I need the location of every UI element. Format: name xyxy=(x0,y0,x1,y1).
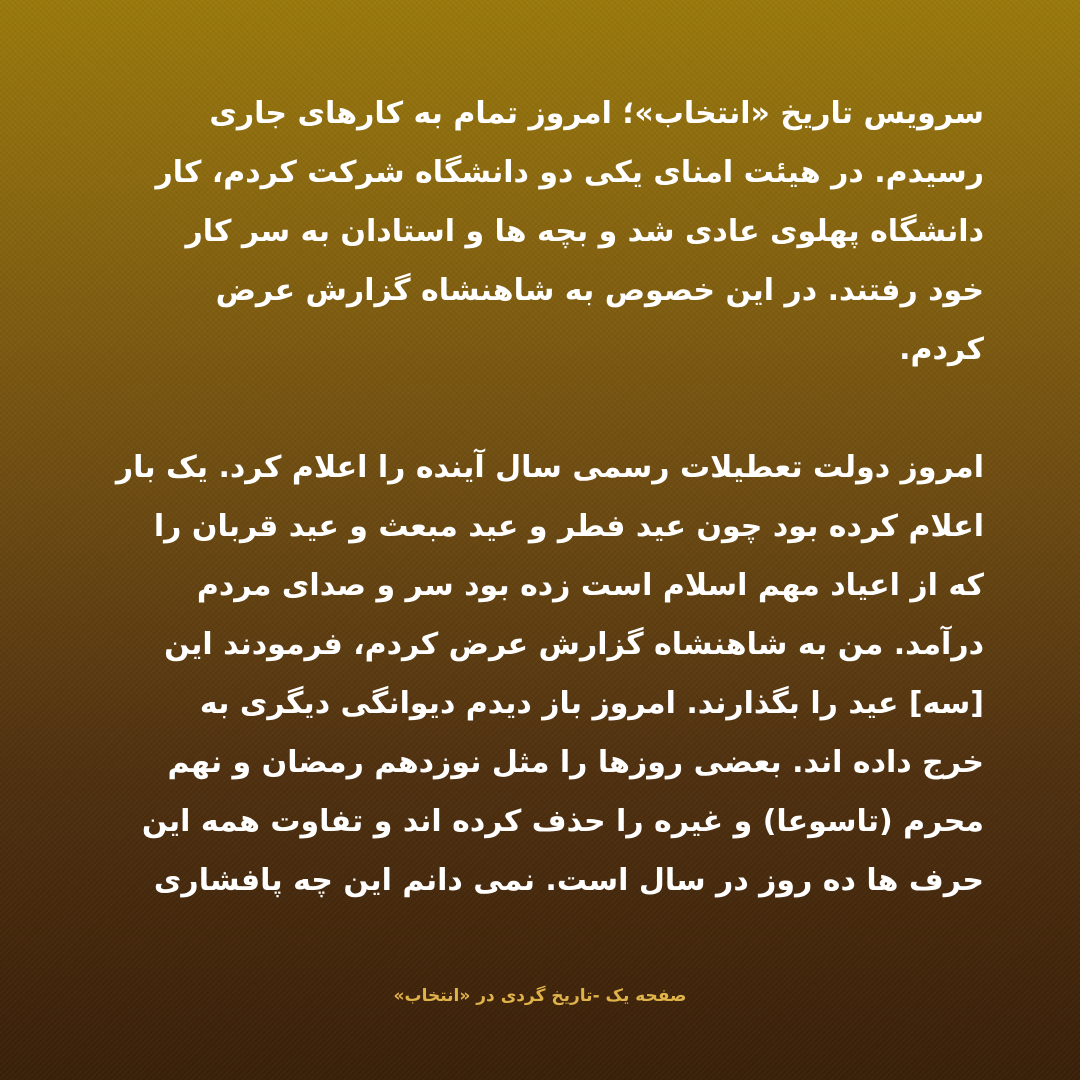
paragraph-1: سرویس تاریخ «انتخاب»؛ امروز تمام به کارهای جاری رسیدم. در هیئت امنای یکی دو دانشگاه شرکت کردم، کار دانشگاه پهلوی عادی شد و بچه ها و استادان به سر کار خود رفتند. در این خصوص به شاهنشاه گزارش عرض کردم. xyxy=(155,96,984,367)
paragraph-gap xyxy=(96,379,984,438)
footer-caption: صفحه یک -تاریخ گردی در «انتخاب» xyxy=(393,986,687,1006)
article-body xyxy=(96,84,984,910)
paragraph-2: امروز دولت تعطیلات رسمی سال آینده را اعلام کرد. یک بار اعلام کرده بود چون عید فطر و عید مبعث و عید قربان را که از اعیاد مهم اسلام است زده بود سر و صدای مردم درآمد. من به شاهنشاه گزارش عرض کردم، فرمودند این [سه] عید را بگذارند. امروز باز دیدم دیوانگی دیگری به خرج داده اند. بعضی روزها را مثل نوزدهم رمضان و نهم محرم (تاسوعا) و غیره را حذف کرده اند و تفاوت همه این حرف ها ده روز در سال است. نمی دانم این چه پافشاری xyxy=(115,450,984,898)
